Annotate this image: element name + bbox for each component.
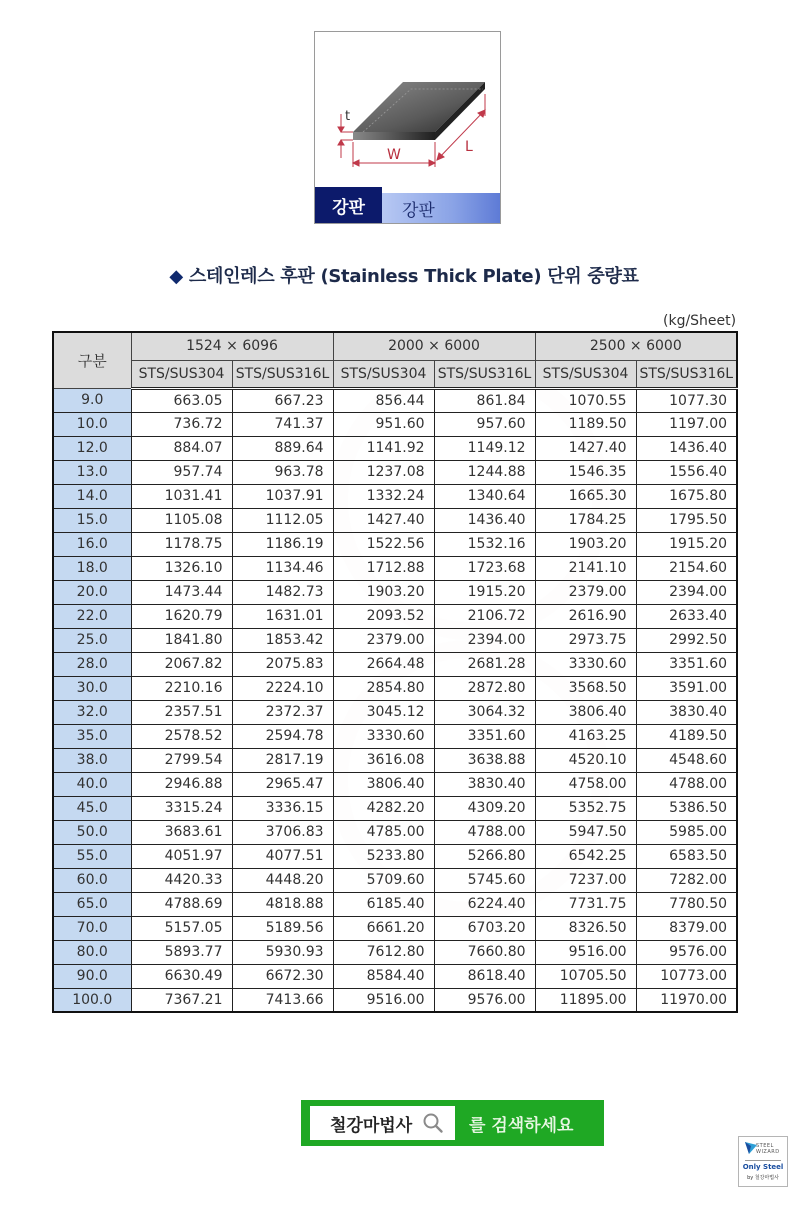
weight-cell: 951.60 (333, 412, 434, 436)
weight-cell: 3568.50 (535, 676, 636, 700)
weight-table-container (52, 331, 737, 1013)
table-row (53, 772, 737, 796)
weight-cell: 5930.93 (232, 940, 333, 964)
weight-cell: 3045.12 (333, 700, 434, 724)
table-row (53, 940, 737, 964)
weight-cell: 1427.40 (535, 436, 636, 460)
weight-cell: 1332.24 (333, 484, 434, 508)
table-row (53, 964, 737, 988)
grade-header: STS/SUS304 (131, 360, 232, 388)
table-row (53, 556, 737, 580)
weight-cell: 8618.40 (434, 964, 535, 988)
weight-cell: 1141.92 (333, 436, 434, 460)
thickness-cell: 50.0 (53, 820, 131, 844)
weight-cell: 4282.20 (333, 796, 434, 820)
table-row (53, 748, 737, 772)
thickness-cell: 9.0 (53, 388, 131, 412)
diamond-bullet-icon: ◆ (169, 266, 183, 287)
weight-cell: 1915.20 (434, 580, 535, 604)
weight-cell: 957.74 (131, 460, 232, 484)
table-row (53, 460, 737, 484)
weight-cell: 8326.50 (535, 916, 636, 940)
svg-text:t: t (345, 109, 351, 124)
weight-cell: 7660.80 (434, 940, 535, 964)
weight-cell: 4309.20 (434, 796, 535, 820)
weight-cell: 4051.97 (131, 844, 232, 868)
weight-cell: 1244.88 (434, 460, 535, 484)
grade-header: STS/SUS304 (333, 360, 434, 388)
weight-cell: 4077.51 (232, 844, 333, 868)
svg-text:L: L (465, 139, 473, 155)
table-row (53, 628, 737, 652)
weight-cell: 2992.50 (636, 628, 737, 652)
thickness-cell: 32.0 (53, 700, 131, 724)
thickness-cell: 35.0 (53, 724, 131, 748)
table-row (53, 508, 737, 532)
weight-cell: 4758.00 (535, 772, 636, 796)
weight-cell: 2210.16 (131, 676, 232, 700)
weight-cell: 1532.16 (434, 532, 535, 556)
weight-cell: 2817.19 (232, 748, 333, 772)
weight-cell: 2946.88 (131, 772, 232, 796)
weight-cell: 2379.00 (333, 628, 434, 652)
weight-cell: 5893.77 (131, 940, 232, 964)
weight-cell: 5157.05 (131, 916, 232, 940)
weight-cell: 1178.75 (131, 532, 232, 556)
weight-cell: 4785.00 (333, 820, 434, 844)
weight-cell: 3591.00 (636, 676, 737, 700)
thickness-cell: 16.0 (53, 532, 131, 556)
weight-cell: 667.23 (232, 388, 333, 412)
thickness-cell: 20.0 (53, 580, 131, 604)
weight-cell: 1427.40 (333, 508, 434, 532)
weight-cell: 7367.21 (131, 988, 232, 1012)
weight-cell: 1482.73 (232, 580, 333, 604)
weight-cell: 1546.35 (535, 460, 636, 484)
table-row (53, 724, 737, 748)
thickness-cell: 38.0 (53, 748, 131, 772)
weight-cell: 1189.50 (535, 412, 636, 436)
weight-cell: 3638.88 (434, 748, 535, 772)
table-row (53, 652, 737, 676)
weight-cell: 10705.50 (535, 964, 636, 988)
weight-cell: 6542.25 (535, 844, 636, 868)
weight-cell: 2106.72 (434, 604, 535, 628)
weight-cell: 5947.50 (535, 820, 636, 844)
product-image-card (314, 31, 501, 224)
weight-cell: 2357.51 (131, 700, 232, 724)
weight-cell: 1522.56 (333, 532, 434, 556)
weight-cell: 11970.00 (636, 988, 737, 1012)
weight-cell: 3064.32 (434, 700, 535, 724)
weight-cell: 3330.60 (535, 652, 636, 676)
weight-cell: 9516.00 (535, 940, 636, 964)
table-row (53, 700, 737, 724)
weight-cell: 3706.83 (232, 820, 333, 844)
weight-cell: 2379.00 (535, 580, 636, 604)
table-row (53, 844, 737, 868)
weight-cell: 3806.40 (333, 772, 434, 796)
thickness-cell: 40.0 (53, 772, 131, 796)
weight-cell: 856.44 (333, 388, 434, 412)
weight-cell: 1077.30 (636, 388, 737, 412)
table-row (53, 580, 737, 604)
thickness-cell: 10.0 (53, 412, 131, 436)
weight-cell: 2075.83 (232, 652, 333, 676)
weight-cell: 6583.50 (636, 844, 737, 868)
weight-cell: 1112.05 (232, 508, 333, 532)
weight-cell: 2372.37 (232, 700, 333, 724)
weight-cell: 9516.00 (333, 988, 434, 1012)
logo-by-line: by 철강마법사 (747, 1175, 779, 1181)
search-banner-suffix: 를 검색하세요 (469, 1115, 574, 1136)
grade-header: STS/SUS304 (535, 360, 636, 388)
weight-cell: 2633.40 (636, 604, 737, 628)
table-row (53, 532, 737, 556)
thickness-cell: 90.0 (53, 964, 131, 988)
weight-cell: 8379.00 (636, 916, 737, 940)
weight-cell: 8584.40 (333, 964, 434, 988)
thickness-cell: 55.0 (53, 844, 131, 868)
grade-header: STS/SUS316L (636, 360, 737, 388)
weight-cell: 741.37 (232, 412, 333, 436)
weight-cell: 2681.28 (434, 652, 535, 676)
thickness-cell: 60.0 (53, 868, 131, 892)
table-row (53, 868, 737, 892)
weight-cell: 736.72 (131, 412, 232, 436)
weight-cell: 1340.64 (434, 484, 535, 508)
weight-cell: 1903.20 (333, 580, 434, 604)
weight-cell: 6185.40 (333, 892, 434, 916)
weight-cell: 1903.20 (535, 532, 636, 556)
weight-cell: 4788.00 (636, 772, 737, 796)
weight-cell: 6224.40 (434, 892, 535, 916)
weight-cell: 1031.41 (131, 484, 232, 508)
size-group-header: 2500 × 6000 (535, 332, 737, 360)
weight-cell: 5352.75 (535, 796, 636, 820)
weight-cell: 2973.75 (535, 628, 636, 652)
weight-cell: 1915.20 (636, 532, 737, 556)
logo-brand-text: STEEL WIZARD (756, 1143, 780, 1155)
table-row (53, 412, 737, 436)
weight-cell: 1326.10 (131, 556, 232, 580)
weight-cell: 7282.00 (636, 868, 737, 892)
weight-cell: 1795.50 (636, 508, 737, 532)
weight-cell: 7731.75 (535, 892, 636, 916)
unit-label: (kg/Sheet) (663, 313, 737, 329)
weight-cell: 5985.00 (636, 820, 737, 844)
weight-cell: 3351.60 (636, 652, 737, 676)
weight-cell: 1712.88 (333, 556, 434, 580)
thickness-cell: 45.0 (53, 796, 131, 820)
page-title (0, 262, 808, 288)
weight-cell: 2799.54 (131, 748, 232, 772)
weight-cell: 1723.68 (434, 556, 535, 580)
thickness-cell: 22.0 (53, 604, 131, 628)
search-banner[interactable] (301, 1100, 604, 1146)
thickness-cell: 30.0 (53, 676, 131, 700)
thickness-cell: 28.0 (53, 652, 131, 676)
weight-cell: 6661.20 (333, 916, 434, 940)
page-title-text: 스테인레스 후판 (Stainless Thick Plate) 단위 중량표 (188, 266, 639, 287)
weight-cell: 3616.08 (333, 748, 434, 772)
weight-cell: 1556.40 (636, 460, 737, 484)
weight-cell: 957.60 (434, 412, 535, 436)
weight-cell: 1620.79 (131, 604, 232, 628)
weight-cell: 9576.00 (434, 988, 535, 1012)
weight-cell: 889.64 (232, 436, 333, 460)
search-keyword: 철강마법사 (330, 1115, 413, 1136)
weight-cell: 4420.33 (131, 868, 232, 892)
weight-cell: 2664.48 (333, 652, 434, 676)
table-row (53, 436, 737, 460)
weight-cell: 2224.10 (232, 676, 333, 700)
weight-cell: 7413.66 (232, 988, 333, 1012)
weight-cell: 9576.00 (636, 940, 737, 964)
weight-cell: 861.84 (434, 388, 535, 412)
weight-cell: 884.07 (131, 436, 232, 460)
weight-cell: 1473.44 (131, 580, 232, 604)
weight-cell: 1665.30 (535, 484, 636, 508)
weight-cell: 1149.12 (434, 436, 535, 460)
tab-steel-plate[interactable]: 강판 (382, 193, 500, 223)
weight-cell: 6630.49 (131, 964, 232, 988)
weight-cell: 2394.00 (636, 580, 737, 604)
weight-cell: 4448.20 (232, 868, 333, 892)
weight-cell: 4548.60 (636, 748, 737, 772)
weight-cell: 3830.40 (636, 700, 737, 724)
weight-cell: 1841.80 (131, 628, 232, 652)
table-row (53, 484, 737, 508)
weight-cell: 5266.80 (434, 844, 535, 868)
weight-table (52, 331, 738, 1013)
row-header-label: 구분 (53, 332, 131, 388)
table-row (53, 892, 737, 916)
weight-cell: 5189.56 (232, 916, 333, 940)
weight-cell: 2854.80 (333, 676, 434, 700)
thickness-cell: 14.0 (53, 484, 131, 508)
weight-cell: 7612.80 (333, 940, 434, 964)
weight-cell: 6672.30 (232, 964, 333, 988)
weight-cell: 2616.90 (535, 604, 636, 628)
weight-cell: 5233.80 (333, 844, 434, 868)
thickness-cell: 18.0 (53, 556, 131, 580)
thickness-cell: 70.0 (53, 916, 131, 940)
weight-cell: 963.78 (232, 460, 333, 484)
weight-cell: 11895.00 (535, 988, 636, 1012)
table-row (53, 988, 737, 1012)
weight-cell: 1105.08 (131, 508, 232, 532)
weight-cell: 10773.00 (636, 964, 737, 988)
grade-header: STS/SUS316L (232, 360, 333, 388)
weight-cell: 7780.50 (636, 892, 737, 916)
weight-cell: 5745.60 (434, 868, 535, 892)
weight-cell: 4189.50 (636, 724, 737, 748)
weight-cell: 1631.01 (232, 604, 333, 628)
logo-tagline: Only Steel (742, 1163, 784, 1171)
weight-cell: 7237.00 (535, 868, 636, 892)
table-row (53, 604, 737, 628)
weight-cell: 3315.24 (131, 796, 232, 820)
weight-cell: 3351.60 (434, 724, 535, 748)
weight-cell: 1237.08 (333, 460, 434, 484)
weight-cell: 663.05 (131, 388, 232, 412)
search-icon (422, 1112, 444, 1134)
thickness-cell: 100.0 (53, 988, 131, 1012)
thickness-cell: 15.0 (53, 508, 131, 532)
thickness-cell: 12.0 (53, 436, 131, 460)
weight-cell: 2141.10 (535, 556, 636, 580)
product-tab-bar (315, 187, 500, 223)
weight-cell: 1197.00 (636, 412, 737, 436)
thickness-cell: 25.0 (53, 628, 131, 652)
weight-cell: 3830.40 (434, 772, 535, 796)
weight-cell: 1853.42 (232, 628, 333, 652)
size-group-header: 2000 × 6000 (333, 332, 535, 360)
weight-cell: 2154.60 (636, 556, 737, 580)
svg-text:W: W (387, 147, 401, 163)
weight-cell: 2578.52 (131, 724, 232, 748)
weight-cell: 2872.80 (434, 676, 535, 700)
size-group-header: 1524 × 6096 (131, 332, 333, 360)
weight-cell: 2394.00 (434, 628, 535, 652)
grade-header: STS/SUS316L (434, 360, 535, 388)
search-keyword-box[interactable] (310, 1106, 455, 1140)
tab-steel-plate-active[interactable]: 강판 (315, 187, 382, 223)
weight-cell: 6703.20 (434, 916, 535, 940)
weight-cell: 1070.55 (535, 388, 636, 412)
thickness-cell: 65.0 (53, 892, 131, 916)
weight-cell: 3806.40 (535, 700, 636, 724)
steel-wizard-logo (738, 1136, 788, 1187)
weight-cell: 4163.25 (535, 724, 636, 748)
table-row (53, 796, 737, 820)
weight-cell: 4520.10 (535, 748, 636, 772)
thickness-cell: 13.0 (53, 460, 131, 484)
table-row (53, 916, 737, 940)
weight-cell: 4788.69 (131, 892, 232, 916)
weight-cell: 1784.25 (535, 508, 636, 532)
weight-cell: 2965.47 (232, 772, 333, 796)
weight-cell: 2093.52 (333, 604, 434, 628)
weight-cell: 2594.78 (232, 724, 333, 748)
weight-cell: 4818.88 (232, 892, 333, 916)
weight-cell: 2067.82 (131, 652, 232, 676)
weight-cell: 1436.40 (636, 436, 737, 460)
thickness-cell: 80.0 (53, 940, 131, 964)
steel-plate-diagram-icon (315, 32, 500, 192)
weight-cell: 1436.40 (434, 508, 535, 532)
weight-cell: 4788.00 (434, 820, 535, 844)
weight-cell: 3336.15 (232, 796, 333, 820)
weight-cell: 1675.80 (636, 484, 737, 508)
table-row (53, 388, 737, 412)
weight-cell: 3683.61 (131, 820, 232, 844)
weight-cell: 1186.19 (232, 532, 333, 556)
weight-cell: 1037.91 (232, 484, 333, 508)
weight-cell: 5709.60 (333, 868, 434, 892)
weight-cell: 1134.46 (232, 556, 333, 580)
weight-cell: 5386.50 (636, 796, 737, 820)
table-row (53, 820, 737, 844)
weight-cell: 3330.60 (333, 724, 434, 748)
weight-table-body (53, 388, 737, 1012)
table-row (53, 676, 737, 700)
logo-divider (745, 1160, 781, 1161)
